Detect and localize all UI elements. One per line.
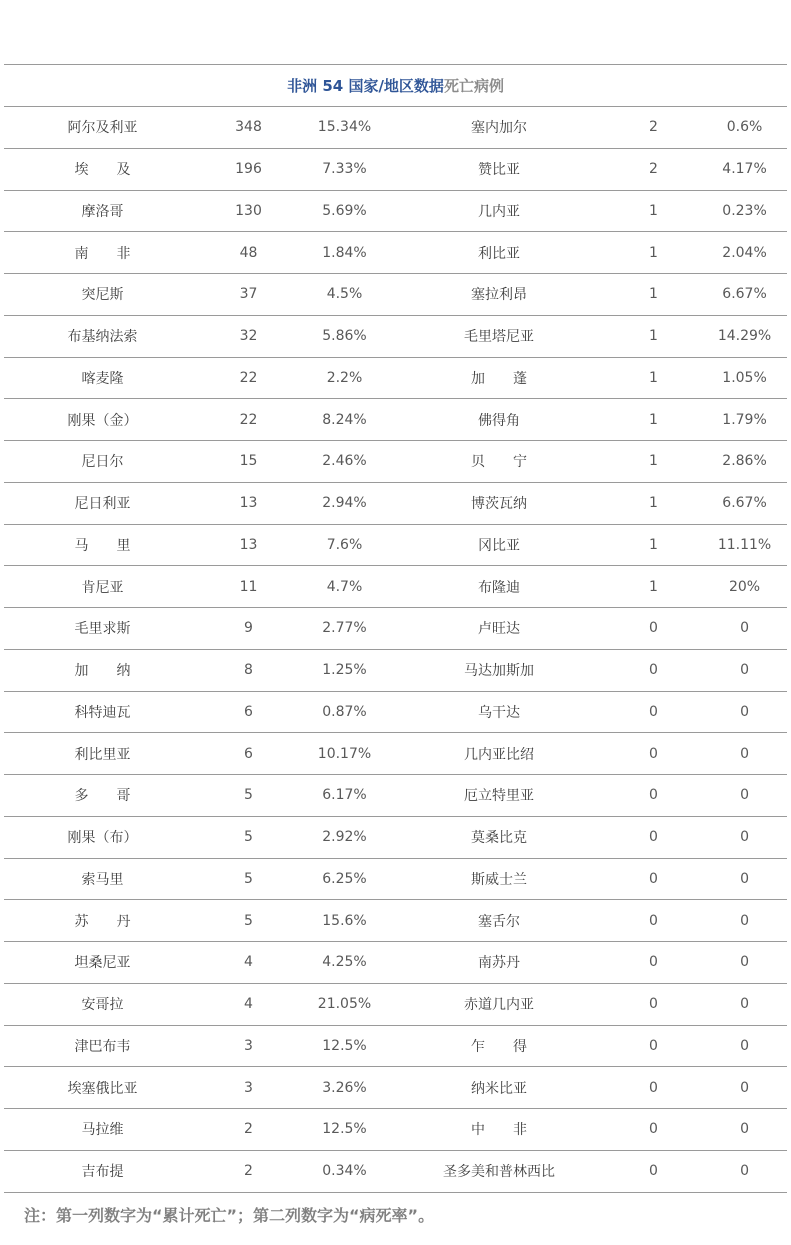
fatality-rate-left: 2.46%: [296, 441, 393, 483]
deaths-left: 11: [201, 566, 296, 608]
table-row: [4, 608, 787, 650]
deaths-left: 6: [201, 691, 296, 733]
deaths-right: 1: [605, 315, 702, 357]
fatality-rate-right: 0: [702, 1025, 787, 1067]
table-row: [4, 816, 787, 858]
country-right: 乍 得: [393, 1025, 605, 1067]
fatality-rate-right: 6.67%: [702, 482, 787, 524]
table-row: [4, 775, 787, 817]
deaths-right: 0: [605, 1150, 702, 1192]
country-left: 突尼斯: [4, 274, 201, 316]
deaths-right: 1: [605, 399, 702, 441]
country-right: 塞拉利昂: [393, 274, 605, 316]
deaths-right: 0: [605, 900, 702, 942]
fatality-rate-right: 0: [702, 1150, 787, 1192]
fatality-rate-left: 12.5%: [296, 1025, 393, 1067]
deaths-right: 1: [605, 566, 702, 608]
deaths-left: 37: [201, 274, 296, 316]
country-right: 赞比亚: [393, 148, 605, 190]
table-row: [4, 983, 787, 1025]
deaths-left: 3: [201, 1067, 296, 1109]
country-left: 利比里亚: [4, 733, 201, 775]
country-right: 厄立特里亚: [393, 775, 605, 817]
table-row: [4, 190, 787, 232]
deaths-left: 4: [201, 942, 296, 984]
fatality-rate-left: 5.69%: [296, 190, 393, 232]
country-left: 索马里: [4, 858, 201, 900]
footnote: 注：第一列数字为“累计死亡”；第二列数字为“病死率”。: [24, 1206, 435, 1225]
fatality-rate-left: 2.77%: [296, 608, 393, 650]
fatality-rate-right: 6.67%: [702, 274, 787, 316]
deaths-left: 196: [201, 148, 296, 190]
fatality-rate-left: 7.33%: [296, 148, 393, 190]
country-left: 肯尼亚: [4, 566, 201, 608]
deaths-left: 130: [201, 190, 296, 232]
country-right: 布隆迪: [393, 566, 605, 608]
fatality-rate-right: 0: [702, 900, 787, 942]
table-title-row: [4, 65, 787, 107]
country-left: 苏 丹: [4, 900, 201, 942]
fatality-rate-left: 2.94%: [296, 482, 393, 524]
country-right: 南苏丹: [393, 942, 605, 984]
deaths-left: 22: [201, 357, 296, 399]
country-left: 刚果（金）: [4, 399, 201, 441]
table-row: [4, 232, 787, 274]
country-left: 喀麦隆: [4, 357, 201, 399]
deaths-left: 6: [201, 733, 296, 775]
country-right: 贝 宁: [393, 441, 605, 483]
fatality-rate-left: 0.87%: [296, 691, 393, 733]
fatality-rate-left: 4.25%: [296, 942, 393, 984]
table-row: [4, 733, 787, 775]
fatality-rate-left: 4.7%: [296, 566, 393, 608]
fatality-rate-right: 2.04%: [702, 232, 787, 274]
deaths-left: 5: [201, 858, 296, 900]
table-row: [4, 691, 787, 733]
table-row: [4, 441, 787, 483]
country-right: 利比亚: [393, 232, 605, 274]
fatality-rate-right: 2.86%: [702, 441, 787, 483]
table-row: [4, 1150, 787, 1192]
country-left: 尼日尔: [4, 441, 201, 483]
fatality-rate-left: 5.86%: [296, 315, 393, 357]
deaths-left: 2: [201, 1150, 296, 1192]
table-row: [4, 107, 787, 149]
deaths-right: 0: [605, 775, 702, 817]
fatality-rate-left: 2.2%: [296, 357, 393, 399]
deaths-right: 0: [605, 691, 702, 733]
country-right: 圣多美和普林西比: [393, 1150, 605, 1192]
fatality-rate-left: 2.92%: [296, 816, 393, 858]
deaths-right: 0: [605, 1067, 702, 1109]
fatality-rate-right: 0: [702, 858, 787, 900]
fatality-rate-right: 0: [702, 1109, 787, 1151]
fatality-rate-left: 1.84%: [296, 232, 393, 274]
country-left: 刚果（布）: [4, 816, 201, 858]
table-row: [4, 399, 787, 441]
fatality-rate-left: 15.6%: [296, 900, 393, 942]
fatality-rate-left: 7.6%: [296, 524, 393, 566]
deaths-left: 5: [201, 900, 296, 942]
fatality-rate-right: 1.79%: [702, 399, 787, 441]
deaths-left: 8: [201, 649, 296, 691]
table-row: [4, 649, 787, 691]
deaths-right: 0: [605, 816, 702, 858]
country-right: 博茨瓦纳: [393, 482, 605, 524]
fatality-rate-left: 8.24%: [296, 399, 393, 441]
country-right: 冈比亚: [393, 524, 605, 566]
fatality-rate-right: 0: [702, 983, 787, 1025]
fatality-rate-right: 0: [702, 775, 787, 817]
country-right: 马达加斯加: [393, 649, 605, 691]
table-row: [4, 1109, 787, 1151]
country-right: 中 非: [393, 1109, 605, 1151]
deaths-right: 0: [605, 983, 702, 1025]
table-row: [4, 566, 787, 608]
table-row: [4, 1067, 787, 1109]
table-row: [4, 482, 787, 524]
fatality-rate-right: 0: [702, 691, 787, 733]
country-left: 马 里: [4, 524, 201, 566]
table-row: [4, 357, 787, 399]
country-right: 莫桑比克: [393, 816, 605, 858]
deaths-left: 13: [201, 524, 296, 566]
country-right: 乌干达: [393, 691, 605, 733]
country-left: 摩洛哥: [4, 190, 201, 232]
fatality-rate-right: 11.11%: [702, 524, 787, 566]
fatality-rate-left: 3.26%: [296, 1067, 393, 1109]
country-right: 斯威士兰: [393, 858, 605, 900]
deaths-right: 1: [605, 524, 702, 566]
country-right: 赤道几内亚: [393, 983, 605, 1025]
deaths-left: 22: [201, 399, 296, 441]
country-right: 卢旺达: [393, 608, 605, 650]
deaths-right: 0: [605, 608, 702, 650]
deaths-right: 0: [605, 858, 702, 900]
country-left: 吉布提: [4, 1150, 201, 1192]
fatality-rate-left: 4.5%: [296, 274, 393, 316]
fatality-rate-right: 0: [702, 649, 787, 691]
table-row: [4, 148, 787, 190]
deaths-left: 9: [201, 608, 296, 650]
fatality-rate-right: 0: [702, 942, 787, 984]
fatality-rate-right: 0.6%: [702, 107, 787, 149]
deaths-table: [4, 64, 787, 1193]
country-left: 布基纳法索: [4, 315, 201, 357]
fatality-rate-left: 21.05%: [296, 983, 393, 1025]
deaths-right: 0: [605, 1025, 702, 1067]
fatality-rate-left: 6.25%: [296, 858, 393, 900]
table-row: [4, 858, 787, 900]
country-right: 塞内加尔: [393, 107, 605, 149]
country-left: 埃塞俄比亚: [4, 1067, 201, 1109]
country-left: 尼日利亚: [4, 482, 201, 524]
deaths-right: 0: [605, 649, 702, 691]
fatality-rate-right: 14.29%: [702, 315, 787, 357]
table-row: [4, 524, 787, 566]
fatality-rate-right: 0: [702, 733, 787, 775]
table-row: [4, 1025, 787, 1067]
country-left: 毛里求斯: [4, 608, 201, 650]
table-row: [4, 900, 787, 942]
fatality-rate-right: 0.23%: [702, 190, 787, 232]
country-left: 安哥拉: [4, 983, 201, 1025]
country-left: 埃 及: [4, 148, 201, 190]
deaths-left: 4: [201, 983, 296, 1025]
country-right: 佛得角: [393, 399, 605, 441]
table-row: [4, 315, 787, 357]
table-title: [4, 65, 787, 107]
fatality-rate-left: 1.25%: [296, 649, 393, 691]
table-body: [4, 107, 787, 1193]
deaths-right: 0: [605, 1109, 702, 1151]
country-left: 阿尔及利亚: [4, 107, 201, 149]
country-left: 南 非: [4, 232, 201, 274]
fatality-rate-right: 0: [702, 608, 787, 650]
country-left: 科特迪瓦: [4, 691, 201, 733]
fatality-rate-right: 0: [702, 1067, 787, 1109]
table-row: [4, 274, 787, 316]
deaths-right: 1: [605, 190, 702, 232]
deaths-left: 3: [201, 1025, 296, 1067]
deaths-left: 13: [201, 482, 296, 524]
country-left: 坦桑尼亚: [4, 942, 201, 984]
deaths-right: 1: [605, 482, 702, 524]
table-title-highlight: 非洲 54 国家/地区数据: [287, 77, 444, 95]
deaths-right: 2: [605, 107, 702, 149]
deaths-right: 2: [605, 148, 702, 190]
country-left: 马拉维: [4, 1109, 201, 1151]
deaths-right: 0: [605, 942, 702, 984]
deaths-left: 2: [201, 1109, 296, 1151]
fatality-rate-left: 10.17%: [296, 733, 393, 775]
country-right: 几内亚比绍: [393, 733, 605, 775]
fatality-rate-left: 0.34%: [296, 1150, 393, 1192]
country-left: 加 纳: [4, 649, 201, 691]
country-left: 津巴布韦: [4, 1025, 201, 1067]
country-right: 毛里塔尼亚: [393, 315, 605, 357]
fatality-rate-right: 20%: [702, 566, 787, 608]
deaths-right: 1: [605, 441, 702, 483]
fatality-rate-right: 4.17%: [702, 148, 787, 190]
data-table-container: [4, 64, 787, 1193]
fatality-rate-left: 15.34%: [296, 107, 393, 149]
deaths-left: 5: [201, 816, 296, 858]
country-right: 纳米比亚: [393, 1067, 605, 1109]
fatality-rate-right: 0: [702, 816, 787, 858]
deaths-right: 1: [605, 357, 702, 399]
country-right: 塞舌尔: [393, 900, 605, 942]
deaths-right: 1: [605, 274, 702, 316]
table-row: [4, 942, 787, 984]
fatality-rate-left: 12.5%: [296, 1109, 393, 1151]
country-right: 加 蓬: [393, 357, 605, 399]
deaths-left: 32: [201, 315, 296, 357]
deaths-left: 15: [201, 441, 296, 483]
fatality-rate-left: 6.17%: [296, 775, 393, 817]
country-right: 几内亚: [393, 190, 605, 232]
deaths-left: 5: [201, 775, 296, 817]
table-title-rest: 死亡病例: [443, 77, 504, 95]
deaths-right: 0: [605, 733, 702, 775]
deaths-right: 1: [605, 232, 702, 274]
country-left: 多 哥: [4, 775, 201, 817]
deaths-left: 48: [201, 232, 296, 274]
deaths-left: 348: [201, 107, 296, 149]
fatality-rate-right: 1.05%: [702, 357, 787, 399]
